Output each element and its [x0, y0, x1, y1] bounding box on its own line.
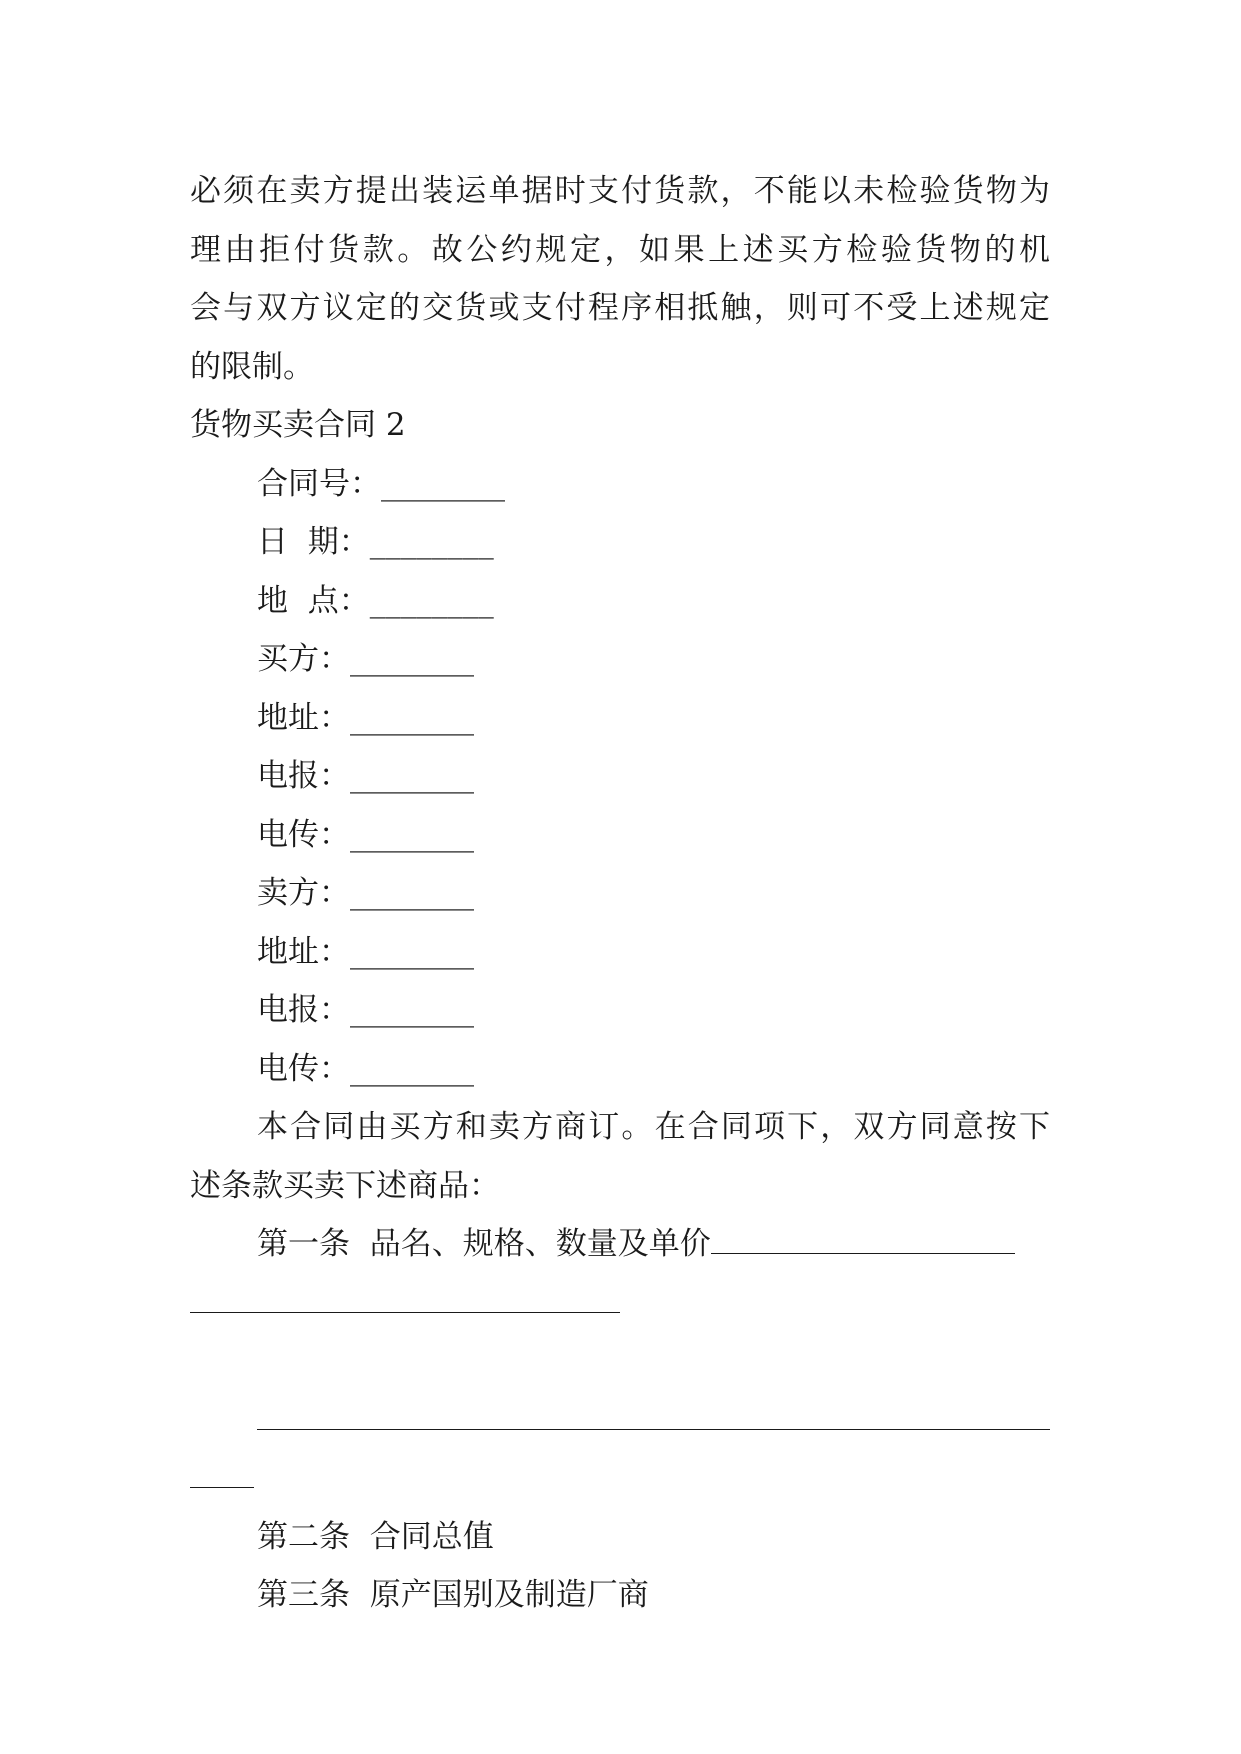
field-blank: ________	[350, 875, 474, 911]
field-label: 电传：	[257, 1050, 350, 1087]
field-row	[190, 630, 1050, 689]
field-blank: ________	[350, 933, 474, 970]
field-row	[190, 513, 1050, 572]
field-blank: ________	[350, 1050, 474, 1087]
blank-line	[257, 1403, 1050, 1430]
paragraph-line: 的限制。	[190, 348, 314, 385]
article-1-row	[190, 1215, 1050, 1274]
field-row	[190, 806, 1050, 865]
blank-line-row	[190, 1449, 1050, 1508]
field-blank: ________	[369, 582, 494, 619]
blank-line-row	[190, 1391, 1050, 1450]
field-blank: ________	[350, 699, 474, 736]
blank-line	[190, 1286, 620, 1313]
article-1-blank-continued	[190, 1274, 1050, 1333]
field-row	[190, 747, 1050, 806]
field-blank: ________	[350, 992, 474, 1028]
field-label: 地 点：	[257, 582, 370, 619]
field-blank: ________	[350, 758, 474, 794]
field-label: 买方：	[257, 641, 350, 677]
spacer	[190, 1332, 1050, 1391]
field-blank: ________	[369, 524, 494, 560]
field-row	[190, 864, 1050, 923]
article-1-blank	[711, 1227, 1015, 1254]
paragraph-line: 会与双方议定的交货或支付程序相抵触，则可不受上述规定	[190, 290, 1050, 326]
field-row	[190, 572, 1050, 631]
field-label: 合同号：	[257, 465, 381, 502]
field-label: 地址：	[257, 933, 350, 970]
document-body	[190, 162, 1050, 1625]
blank-line	[190, 1461, 254, 1488]
article-2: 第二条 合同总值	[257, 1518, 494, 1555]
paragraph-line: 必须在卖方提出装运单据时支付货款，不能以未检验货物为	[190, 173, 1050, 209]
field-label: 地址：	[257, 699, 350, 736]
field-label: 日 期：	[257, 524, 370, 560]
field-row	[190, 923, 1050, 982]
field-label: 电报：	[257, 758, 350, 794]
field-blank: ________	[381, 465, 505, 502]
field-label: 卖方：	[257, 875, 350, 911]
field-row	[190, 981, 1050, 1040]
paragraph-line: 理由拒付货款。故公约规定，如果上述买方检验货物的机	[190, 231, 1050, 268]
paragraph-line: 本合同由买方和卖方商订。在合同项下，双方同意按下	[257, 1109, 1050, 1145]
field-row	[190, 1040, 1050, 1099]
contract-heading: 货物买卖合同 2	[190, 407, 406, 443]
field-row	[190, 689, 1050, 748]
article-3: 第三条 原产国别及制造厂商	[257, 1577, 649, 1613]
field-label: 电传：	[257, 816, 350, 853]
field-label: 电报：	[257, 992, 350, 1028]
field-blank: ________	[350, 641, 474, 677]
field-blank: ________	[350, 816, 474, 853]
article-1-title: 第一条 品名、规格、数量及单价	[257, 1226, 711, 1262]
paragraph-line: 述条款买卖下述商品：	[190, 1167, 500, 1204]
field-row	[190, 455, 1050, 514]
